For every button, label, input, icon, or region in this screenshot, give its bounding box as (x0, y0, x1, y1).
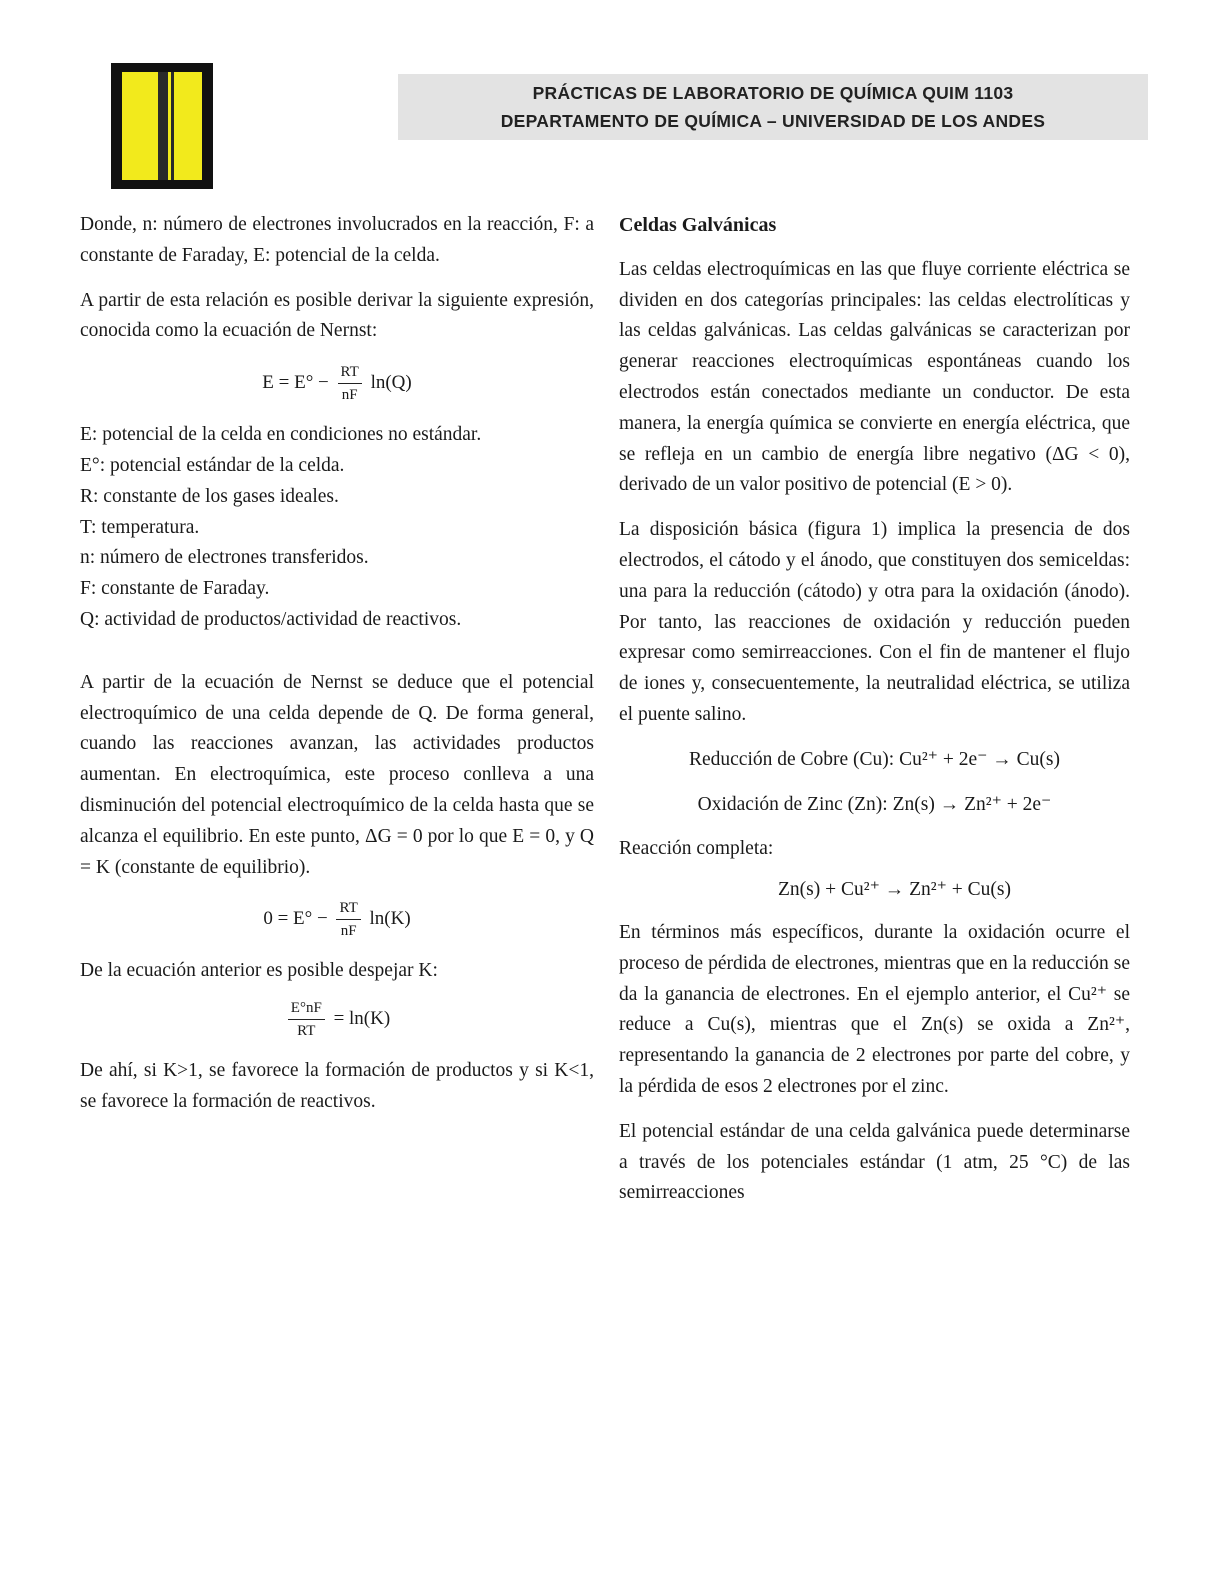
paragraph-celdas-intro: Las celdas electroquímicas en las que fluye corriente eléctrica se dividen en dos categorías principales: las celdas electrolíticas y las celdas galvánicas. Las celdas galvánicas se caracterizan por generar reacciones electroquímicas espontáneas cuando los electrodos están conectados mediante un conductor. De esta manera, la energía química se convierte en energía eléctrica, que se refleja en un cambio de energía libre negativo (ΔG < 0), derivado de un valor positivo de potencial (E > 0). (619, 258, 1130, 496)
logo-fold-mark (158, 72, 168, 180)
paragraph-potencial-estandar: El potencial estándar de una celda galvánica puede determinarse a través de los potenciales estándar (1 atm, 25 °C) de las semirreacciones (619, 1120, 1130, 1204)
university-logo (111, 63, 213, 189)
definition-n: n: número de electrones transferidos. (80, 547, 369, 569)
paragraph-derivation: A partir de esta relación es posible derivar la siguiente expresión, conocida como la ecuación de Nernst: (80, 289, 594, 342)
eq2-rhs: ln(K) (369, 908, 411, 930)
reaction-global: Zn(s) + Cu²⁺ → Zn²⁺ + Cu(s) (777, 879, 1011, 901)
definition-f: F: constante de Faraday. (80, 578, 270, 600)
definition-r: R: constante de los gases ideales. (80, 485, 339, 507)
definition-e0: E°: potencial estándar de la celda. (80, 454, 345, 476)
header-line-1: PRÁCTICAS DE LABORATORIO DE QUÍMICA QUIM 1103 (532, 83, 1014, 103)
definition-t: T: temperatura. (80, 516, 200, 538)
left-column (80, 210, 594, 1132)
eq3-denominator: RT (297, 1023, 316, 1040)
right-column (619, 210, 1130, 1223)
eq2-fraction (336, 897, 360, 942)
eq3-rhs: = ln(K) (333, 1008, 391, 1029)
eq1-numerator: RT (338, 361, 362, 384)
equilibrium-equation (80, 897, 594, 942)
eq2-lhs: 0 = E° − (263, 908, 328, 930)
document-header (398, 74, 1148, 140)
eq3-fraction (288, 997, 325, 1042)
logo-fold-mark-thin (171, 72, 174, 180)
paragraph-nernst-deduction: A partir de la ecuación de Nernst se deduce que el potencial electroquímico de una celda depende de Q. De forma general, cuando las reacciones avanzan, las actividades productos aumentan. En electroquímica, este proceso conlleva a una disminución del potencial electroquímico de la celda hasta que se alcanza el equilibrio. En este punto, ΔG = 0 por lo que E = 0, y Q = K (constante de equilibrio). (80, 671, 594, 878)
header-line-2: DEPARTAMENTO DE QUÍMICA – UNIVERSIDAD DE LOS ANDES (500, 111, 1046, 131)
eq1-rhs: ln(Q) (370, 372, 412, 394)
paragraph-disposicion: La disposición básica (figura 1) implica la presencia de dos electrodos, el cátodo y el ánodo, que constituyen dos semiceldas: una para la reducción (cátodo) y otra para la oxidación (ánodo). Por tanto, las reacciones de oxidación y reducción pueden expresar como semirreacciones. Con el fin de mantener el flujo de iones y, consecuentemente, la neutralidad eléctrica, se utiliza el puente salino. (619, 519, 1130, 725)
reaction-completa-label: Reacción completa: (619, 838, 774, 860)
eq1-lhs: E = E° − (262, 372, 329, 394)
eq1-denominator: nF (341, 387, 358, 404)
k-equation (80, 997, 594, 1042)
definition-q: Q: actividad de productos/actividad de reactivos. (80, 608, 462, 630)
paragraph-donde: Donde, n: número de electrones involucrados en la reacción, F: a constante de Faraday, E: potencial de la celda. (80, 214, 594, 266)
definition-e: E: potencial de la celda en condiciones no estándar. (80, 424, 482, 446)
eq2-numerator: RT (336, 897, 360, 920)
eq3-numerator: E°nF (288, 997, 325, 1020)
paragraph-despejar-k: De la ecuación anterior es posible despejar K: (80, 960, 438, 982)
eq2-denominator: nF (340, 923, 357, 940)
paragraph-oxidacion-reduccion: En términos más específicos, durante la oxidación ocurre el proceso de pérdida de electrones, mientras que en la reducción se da la ganancia de electrones. En el ejemplo anterior, el Cu²⁺ se reduce a Cu(s), mientras que el Zn(s) se oxida a Zn²⁺, representando la ganancia de 2 electrones por parte del cobre, y la pérdida de esos 2 electrones por el zinc. (619, 921, 1130, 1097)
reaction-oxidacion-zinc: Oxidación de Zinc (Zn): Zn(s) → Zn²⁺ + 2e⁻ (697, 793, 1052, 815)
eq1-fraction (338, 361, 362, 406)
reaction-reduccion-cobre: Reducción de Cobre (Cu): Cu²⁺ + 2e⁻ → Cu(s) (688, 748, 1061, 770)
paragraph-k-conclusion: De ahí, si K>1, se favorece la formación de productos y si K<1, se favorece la formación de reactivos. (80, 1060, 594, 1112)
nernst-equation (80, 361, 594, 406)
section-heading-celdas-galvanicas: Celdas Galvánicas (619, 214, 777, 236)
